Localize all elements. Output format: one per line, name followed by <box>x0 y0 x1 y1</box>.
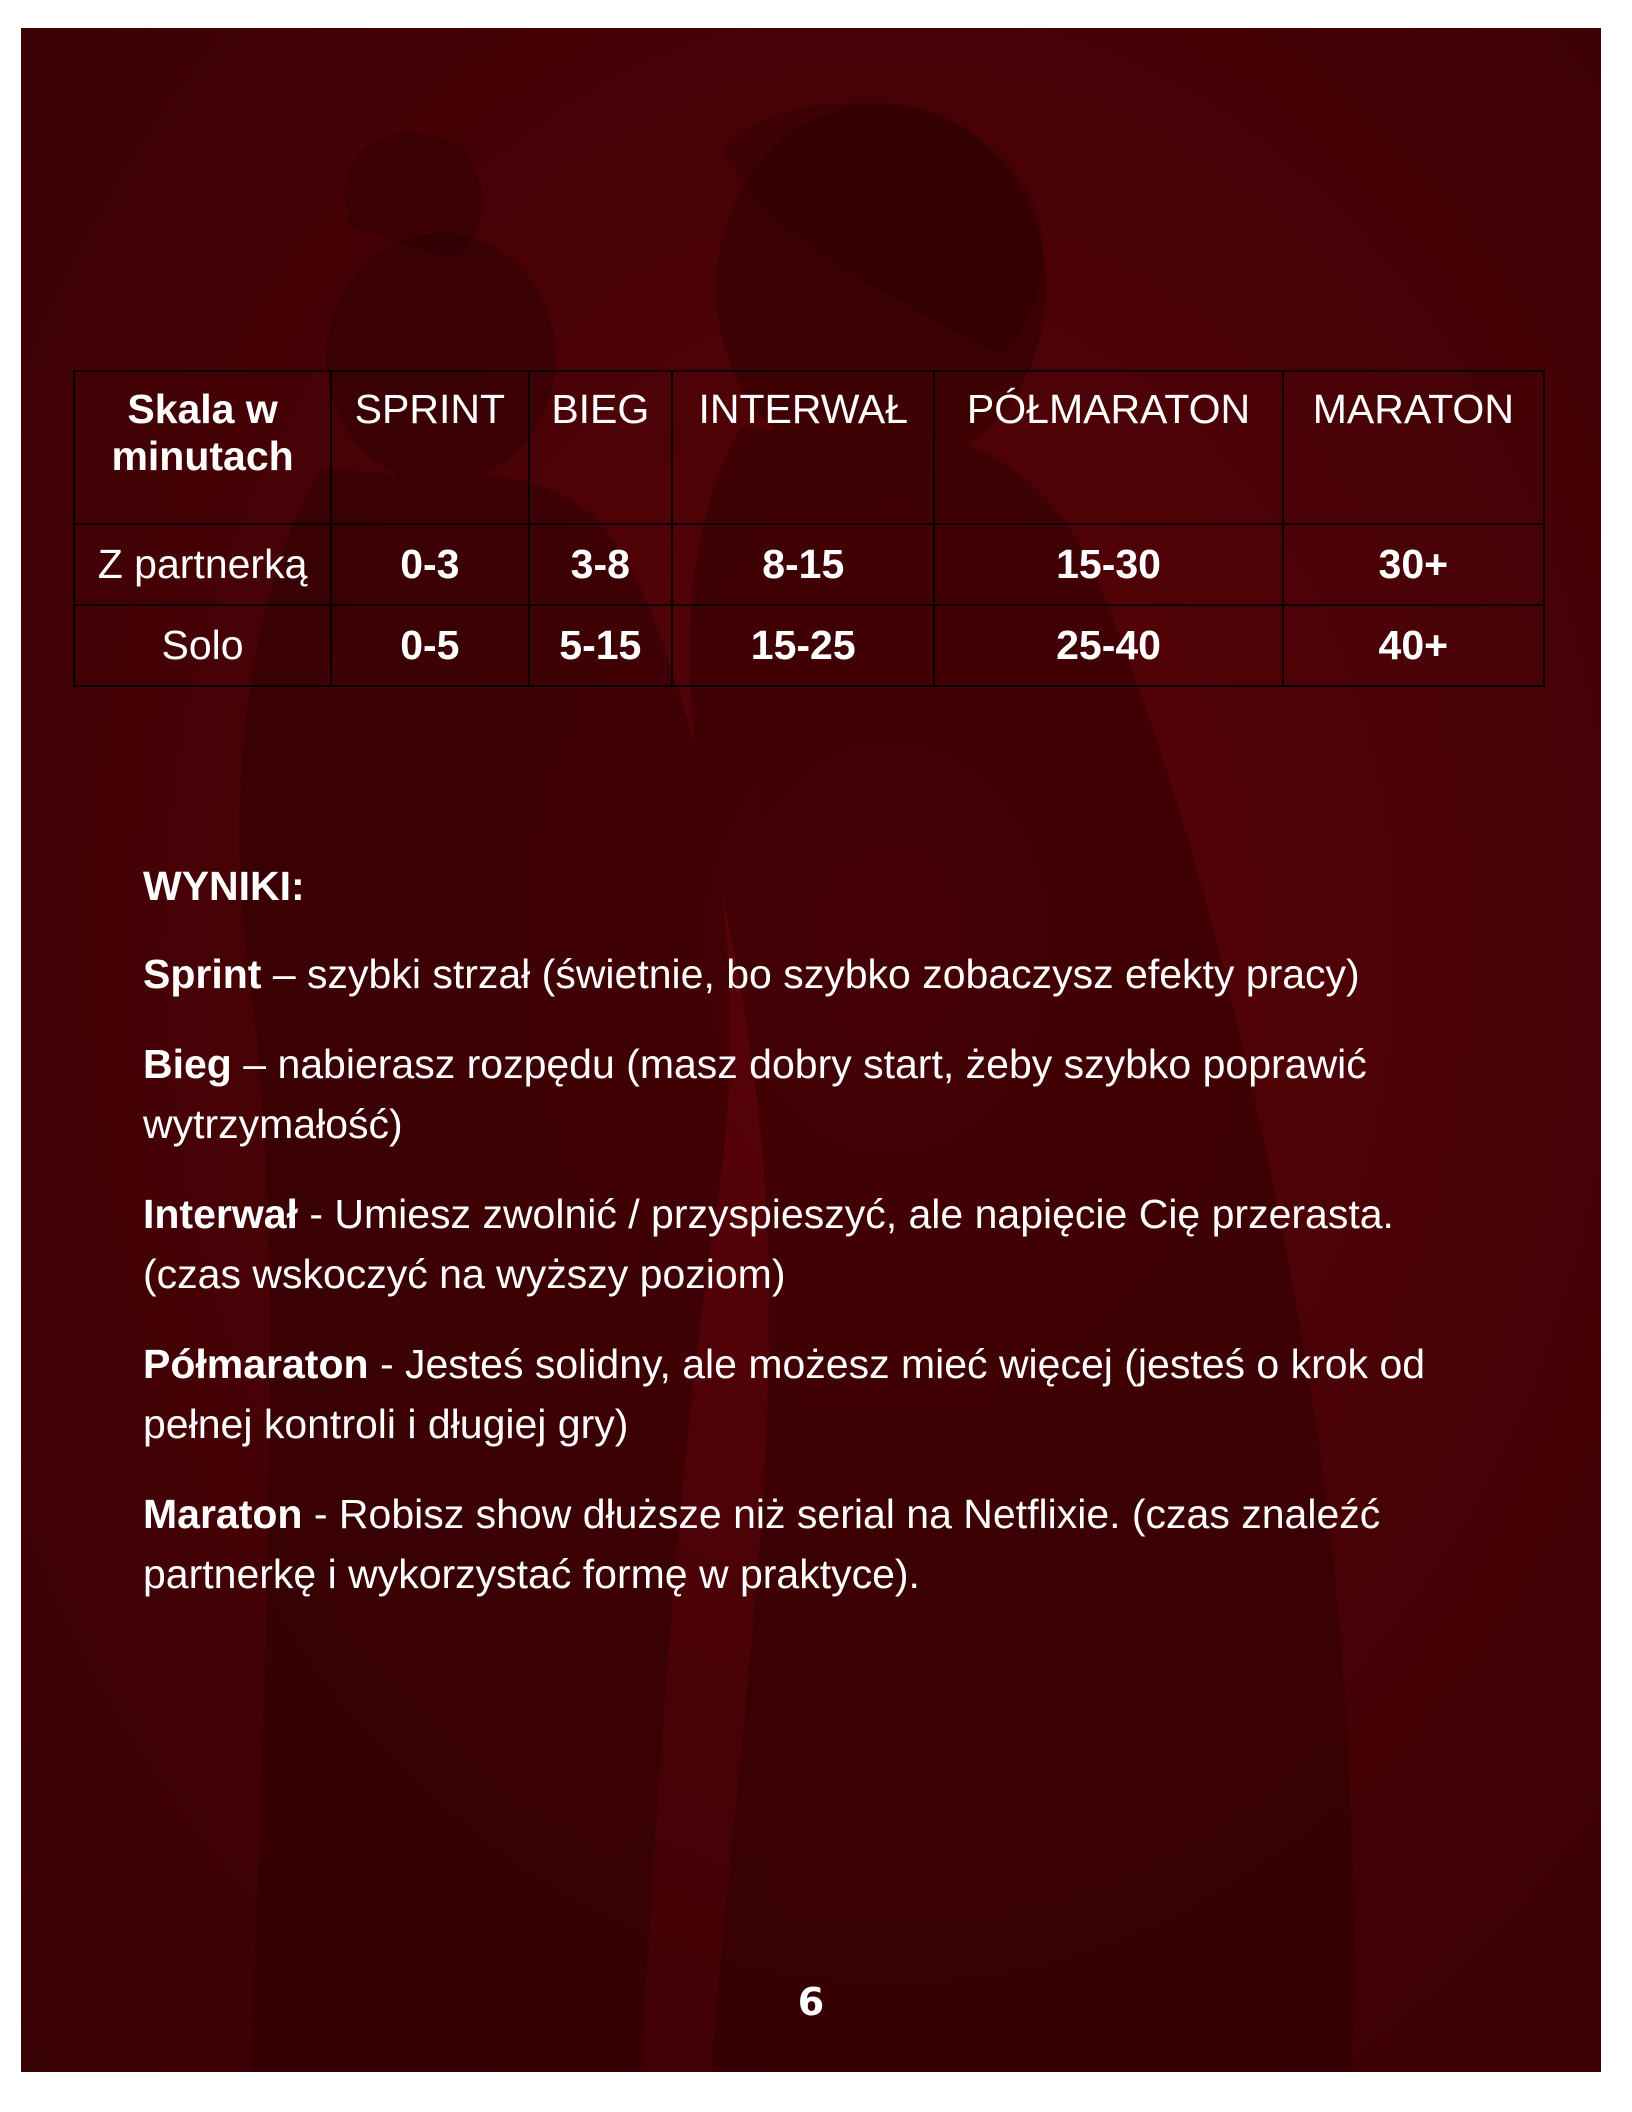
result-term: Półmaraton <box>143 1341 369 1387</box>
result-description: - Robisz show dłuższe niż serial na Netflixie. (czas znaleźć partnerkę i wykorzystać formę w praktyce). <box>143 1491 1381 1597</box>
table-row <box>74 605 1544 686</box>
result-description: – nabierasz rozpędu (masz dobry start, żeby szybko poprawić wytrzymałość) <box>143 1041 1367 1147</box>
table-cell: 8-15 <box>672 524 934 605</box>
header-cell-scale: Skala w minutach <box>74 371 331 524</box>
header-cell-interwal: INTERWAŁ <box>672 371 934 524</box>
results-section <box>143 856 1503 1634</box>
result-description: - Umiesz zwolnić / przyspieszyć, ale napięcie Cię przerasta. (czas wskoczyć na wyższy poziom) <box>143 1191 1394 1297</box>
row-label-partner: Z partnerką <box>74 524 331 605</box>
result-description: - Jesteś solidny, ale możesz mieć więcej (jesteś o krok od pełnej kontroli i długiej gry) <box>143 1341 1426 1447</box>
page-background <box>21 28 1601 2072</box>
row-label-solo: Solo <box>74 605 331 686</box>
table-cell: 3-8 <box>529 524 672 605</box>
header-cell-sprint: SPRINT <box>331 371 528 524</box>
result-item-maraton <box>143 1484 1503 1604</box>
result-term: Sprint <box>143 951 262 997</box>
table-cell: 5-15 <box>529 605 672 686</box>
header-cell-polmaraton: PÓŁMARATON <box>934 371 1282 524</box>
result-item-interwal <box>143 1184 1503 1304</box>
result-term: Bieg <box>143 1041 232 1087</box>
header-cell-maraton: MARATON <box>1283 371 1544 524</box>
header-cell-bieg: BIEG <box>529 371 672 524</box>
table-cell: 0-5 <box>331 605 528 686</box>
table-row <box>74 524 1544 605</box>
table-header-row <box>74 371 1544 524</box>
results-heading: WYNIKI: <box>143 863 305 909</box>
result-item-sprint <box>143 944 1503 1004</box>
table-cell: 15-30 <box>934 524 1282 605</box>
result-description: – szybki strzał (świetnie, bo szybko zobaczysz efekty pracy) <box>261 951 1360 997</box>
result-item-bieg <box>143 1034 1503 1154</box>
result-item-polmaraton <box>143 1334 1503 1454</box>
table-cell: 40+ <box>1283 605 1544 686</box>
table-cell: 25-40 <box>934 605 1282 686</box>
scale-table <box>73 370 1545 687</box>
table-cell: 0-3 <box>331 524 528 605</box>
table-cell: 30+ <box>1283 524 1544 605</box>
result-term: Interwał <box>143 1191 298 1237</box>
result-term: Maraton <box>143 1491 303 1537</box>
page-number: 6 <box>797 1980 825 2024</box>
table-cell: 15-25 <box>672 605 934 686</box>
